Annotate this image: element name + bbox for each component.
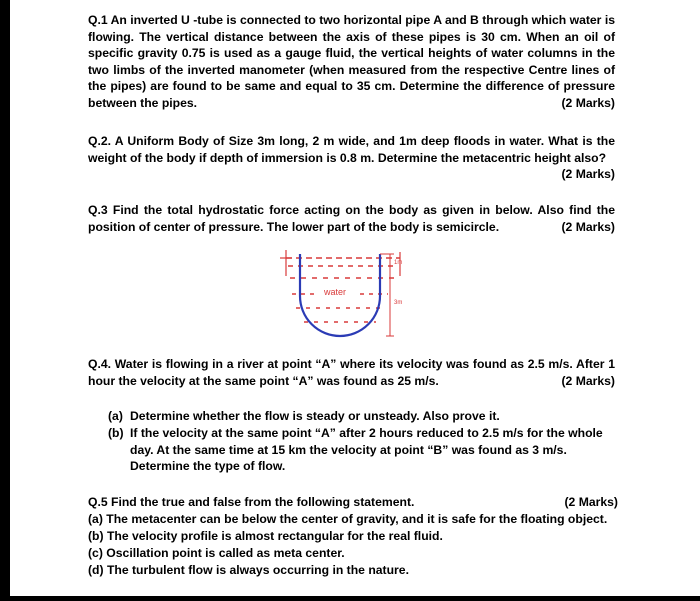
water-label: water <box>324 287 347 297</box>
left-border <box>0 0 10 601</box>
statement-c: (c) Oscillation point is called as meta center. <box>88 546 345 560</box>
bottom-border <box>0 596 700 601</box>
dimension-top-label: 1m <box>394 260 403 266</box>
question-4-part-a <box>108 408 614 425</box>
question-4-marks: (2 Marks) <box>561 373 615 388</box>
part-b-label: (b) <box>108 426 124 440</box>
question-5-heading <box>88 494 618 511</box>
statement-b: (b) The velocity profile is almost rectangular for the real fluid. <box>88 529 443 543</box>
question-3 <box>88 202 615 235</box>
part-a-text: Determine whether the flow is steady or unsteady. Also prove it. <box>130 409 500 423</box>
statement-a: (a) The metacenter can be below the center of gravity, and it is safe for the floating object. <box>88 512 608 526</box>
question-2 <box>88 133 615 183</box>
question-5-marks: (2 Marks) <box>564 495 618 509</box>
part-a-label: (a) <box>108 409 123 423</box>
question-2-marks-row <box>88 166 615 183</box>
question-4-part-b <box>108 425 614 475</box>
question-4 <box>88 356 615 389</box>
question-3-text: Q.3 Find the total hydrostatic force acting on the body as given in below. Also find the position of center of pressure. The lower part of the body is semicircle. <box>88 203 615 234</box>
statement-d: (d) The turbulent flow is always occurring in the nature. <box>88 563 409 577</box>
question-2-text: Q.2. A Uniform Body of Size 3m long, 2 m wide, and 1m deep floods in water. What is the weight of the body if depth of immersion is 0.8 m. Determine the metacentric height also? <box>88 134 615 165</box>
question-1-text: Q.1 An inverted U -tube is connected to two horizontal pipe A and B through which water is flowing. The vertical distance between the axis of these pipes is 30 cm. When an oil of specific gravity 0.75 is used as a gauge fluid, the vertical heights of water columns in the two limbs of the inverted manometer (when measured from the respective Centre lines of the pipes) are found to be same and equal to 35 cm. Determine the difference of pressure between the pipes. <box>88 13 615 110</box>
question-3-marks: (2 Marks) <box>561 219 615 234</box>
dimension-side-label: 3m <box>394 300 403 306</box>
hydrostatic-body-figure <box>276 246 426 346</box>
question-2-marks: (2 Marks) <box>561 167 615 182</box>
question-5-title: Q.5 Find the true and false from the following statement. <box>88 495 415 509</box>
part-b-text: If the velocity at the same point “A” after 2 hours reduced to 2.5 m/s for the whole day. At the same time at 15 km the velocity at point “B” was found as 3 m/s. Determine the type of flow. <box>130 426 603 474</box>
question-1-marks: (2 Marks) <box>561 95 615 110</box>
question-4-text: Q.4. Water is flowing in a river at point “A” where its velocity was found as 2.5 m/s. After 1 hour the velocity at the same point “A” was found as 25 m/s. <box>88 357 615 388</box>
question-1 <box>88 12 615 112</box>
